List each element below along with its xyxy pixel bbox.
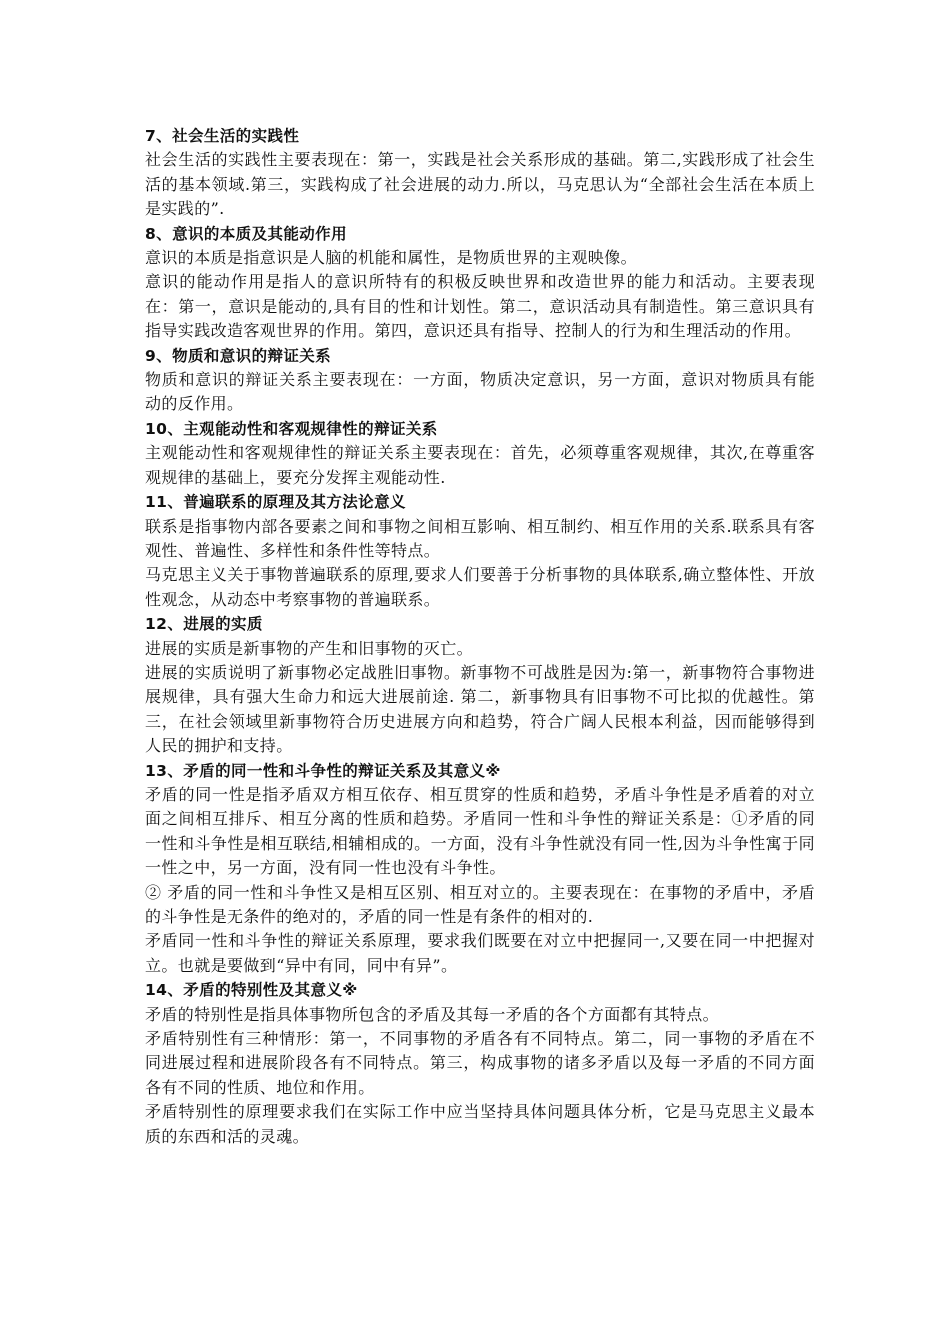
paragraph: 进展的实质是新事物的产生和旧事物的灭亡。	[145, 638, 474, 658]
paragraph: 主观能动性和客观规律性的辩证关系主要表现在：首先，必须尊重客观规律，其次,在尊重客观规律的基础上，要充分发挥主观能动性.	[145, 443, 815, 487]
paragraph: 矛盾同一性和斗争性的辩证关系原理，要求我们既要在对立中把握同一,又要在同一中把握对立。也就是要做到“异中有同，同中有异”。	[145, 931, 815, 975]
paragraph: 联系是指事物内部各要素之间和事物之间相互影响、相互制约、相互作用的关系.联系具有客观性、普遍性、多样性和条件性等特点。	[145, 516, 815, 560]
section-7	[145, 124, 815, 222]
paragraph: 矛盾特别性有三种情形：第一，不同事物的矛盾各有不同特点。第二，同一事物的矛盾在不同进展过程和进展阶段各有不同特点。第三，构成事物的诸多矛盾以及每一矛盾的不同方面各有不同的性质、地位和作用。	[145, 1029, 815, 1097]
paragraph: 矛盾的同一性是指矛盾双方相互依存、相互贯穿的性质和趋势，矛盾斗争性是矛盾着的对立面之间相互排斥、相互分离的性质和趋势。矛盾同一性和斗争性的辩证关系是：①矛盾的同一性和斗争性是相互联结,相辅相成的。一方面，没有斗争性就没有同一性,因为斗争性寓于同一性之中，另一方面，没有同一性也没有斗争性。	[145, 784, 815, 878]
document-page	[145, 124, 815, 1149]
section-10	[145, 417, 815, 490]
section-8	[145, 222, 815, 344]
paragraph: ② 矛盾的同一性和斗争性又是相互区别、相互对立的。主要表现在：在事物的矛盾中，矛盾的斗争性是无条件的绝对的，矛盾的同一性是有条件的相对的.	[145, 882, 815, 926]
paragraph: 马克思主义关于事物普遍联系的原理,要求人们要善于分析事物的具体联系,确立整体性、开放性观念，从动态中考察事物的普遍联系。	[145, 565, 815, 609]
paragraph: 社会生活的实践性主要表现在：第一，实践是社会关系形成的基础。第二,实践形成了社会生活的基本领域.第三，实践构成了社会进展的动力.所以，马克思认为“全部社会生活在本质上是实践的”.	[145, 150, 815, 219]
section-13	[145, 759, 815, 979]
paragraph: 物质和意识的辩证关系主要表现在：一方面，物质决定意识，另一方面，意识对物质具有能动的反作用。	[145, 370, 815, 414]
section-heading: 12、进展的实质	[145, 615, 263, 634]
section-12	[145, 612, 815, 758]
section-heading: 10、主观能动性和客观规律性的辩证关系	[145, 419, 438, 438]
section-heading: 9、物质和意识的辩证关系	[145, 346, 332, 365]
section-9	[145, 344, 815, 417]
section-heading: 13、矛盾的同一性和斗争性的辩证关系及其意义※	[145, 761, 501, 780]
section-14	[145, 978, 815, 1149]
paragraph: 矛盾特别性的原理要求我们在实际工作中应当坚持具体问题具体分析，它是马克思主义最本质的东西和活的灵魂。	[145, 1102, 815, 1146]
section-heading: 11、普遍联系的原理及其方法论意义	[145, 493, 406, 512]
section-11	[145, 490, 815, 612]
paragraph: 意识的本质是指意识是人脑的机能和属性，是物质世界的主观映像。	[145, 248, 638, 268]
paragraph: 意识的能动作用是指人的意识所特有的积极反映世界和改造世界的能力和活动。主要表现在：第一，意识是能动的,具有目的性和计划性。第二，意识活动具有制造性。第三意识具有指导实践改造客观世界的作用。第四，意识还具有指导、控制人的行为和生理活动的作用。	[145, 272, 815, 341]
section-heading: 8、意识的本质及其能动作用	[145, 224, 347, 243]
section-heading: 7、社会生活的实践性	[145, 127, 300, 145]
section-heading: 14、矛盾的特别性及其意义※	[145, 981, 358, 1000]
paragraph: 进展的实质说明了新事物必定战胜旧事物。新事物不可战胜是因为:第一，新事物符合事物进展规律，具有强大生命力和远大进展前途. 第二，新事物具有旧事物不可比拟的优越性。第三，在社会领域里新事物符合历史进展方向和趋势，符合广阔人民根本利益，因而能够得到人民的拥护和支持。	[145, 662, 815, 756]
paragraph: 矛盾的特别性是指具体事物所包含的矛盾及其每一矛盾的各个方面都有其特点。	[145, 1004, 720, 1024]
